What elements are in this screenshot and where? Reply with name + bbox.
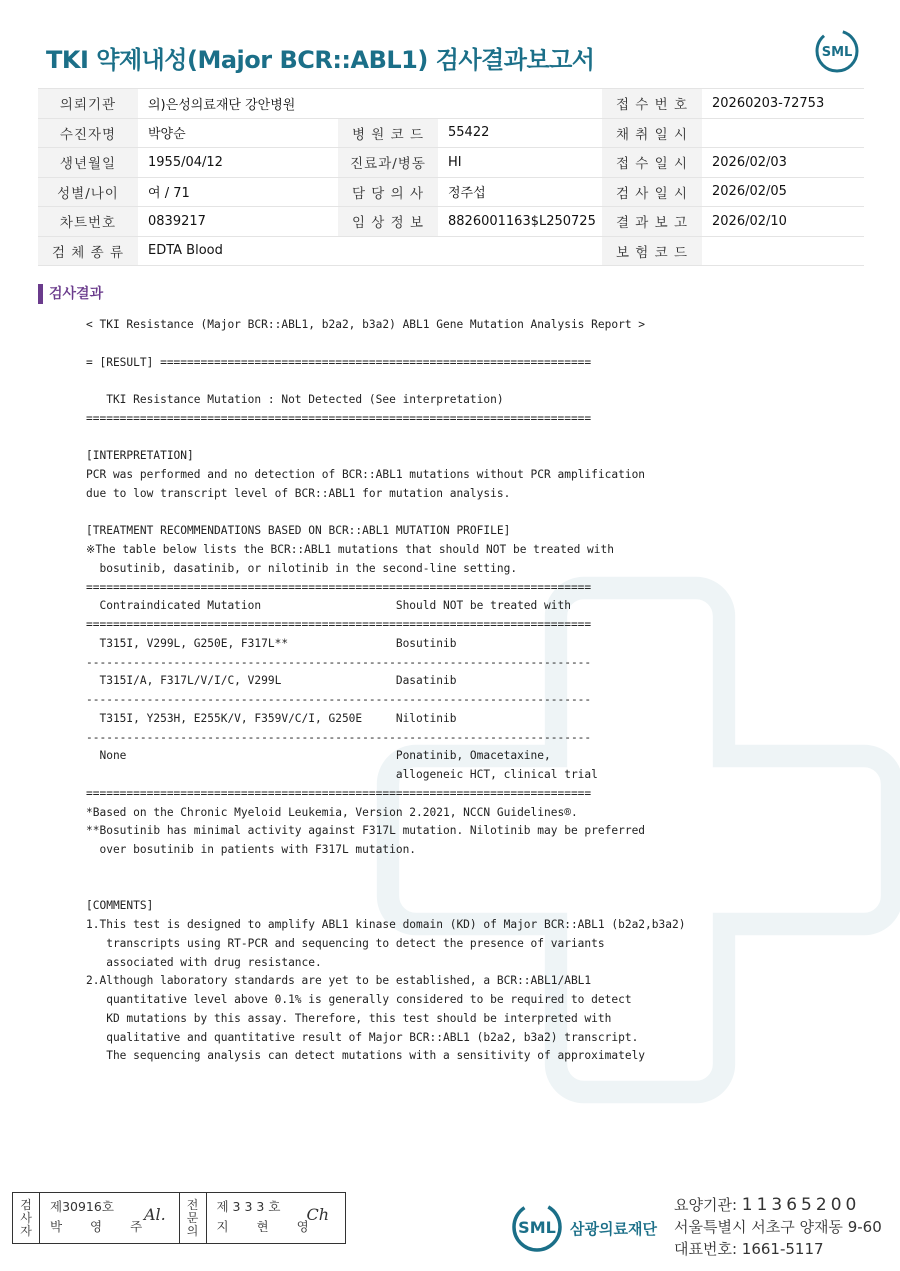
phone-number: 1661-5117: [741, 1240, 824, 1258]
info-value: 8826001163$L250725: [438, 207, 602, 237]
care-code-label: 요양기관:: [674, 1196, 738, 1214]
info-label: 생년월일: [38, 148, 138, 178]
sml-logo-text: SML: [821, 45, 853, 60]
info-label: 병 원 코 드: [338, 118, 438, 148]
info-row: [38, 236, 864, 266]
footer-logo-text: SML: [518, 1218, 556, 1237]
info-value: 박양순: [138, 118, 338, 148]
info-value: [438, 236, 602, 266]
examiner-license: 제30916호: [50, 1199, 114, 1214]
info-value: 20260203-72753: [702, 89, 864, 119]
examiner-name: 박 영 주: [50, 1219, 155, 1234]
info-value: 2026/02/03: [702, 148, 864, 178]
info-value: 정주섭: [438, 177, 602, 207]
report-title: TKI 약제내성(Major BCR::ABL1) 검사결과보고서: [46, 46, 595, 74]
examiner-signature: Al.: [144, 1205, 166, 1224]
report-body: < TKI Resistance (Major BCR::ABL1, b2a2, b3a2) ABL1 Gene Mutation Analysis Report > = [RESULT] ================================================================ TKI Resistance Mutation : Not Detected (See interpretation) =========================================================================== [INTERPRETATION] PCR was performed and no detection of BCR::ABL1 mutations without PCR amplification due to low transcript level of BCR::ABL1 for mutation analysis. [TREATMENT RECOMMENDATIONS BASED ON BCR::ABL1 MUTATION PROFILE] ※The table below lists the BCR::ABL1 mutations that should NOT be treated with bosutinib, dasatinib, or nilotinib in the second-line setting. =========================================================================== Contraindicated Mutation Should NOT be treated with =========================================================================== T315I, V299L, G250E, F317L** Bosutinib --------------------------------------------------------------------------- T315I/A, F317L/V/I/C, V299L Dasatinib --------------------------------------------------------------------------- T315I, Y253H, E255K/V, F359V/C/I, G250E Nilotinib --------------------------------------------------------------------------- None Ponatinib, Omacetaxine, allogeneic HCT, clinical trial =========================================================================== *Based on the Chronic Myeloid Leukemia, Version 2.2021, NCCN Guidelines®. **Bosutinib has minimal activity against F317L mutation. Nilotinib may be preferred over bosutinib in patients with F317L mutation. [COMMENTS] 1.This test is designed to amplify ABL1 kinase domain (KD) of Major BCR::ABL1 (b2a2,b3a2) transcripts using RT-PCR and sequencing to detect the presence of variants associated with drug resistance. 2.Although laboratory standards are yet to be established, a BCR::ABL1/ABL1 quantitative level above 0.1% is generally considered to be required to detect KD mutations by this assay. Therefore, this test should be interpreted with qualitative and quantitative result of Major BCR::ABL1 (b2a2, b3a2) transcript. The sequencing analysis can detect mutations with a sensitivity of approximately: [86, 318, 686, 1063]
info-value: [702, 118, 864, 148]
specialist-signature: Ch: [306, 1205, 330, 1224]
info-value: 55422: [438, 118, 602, 148]
info-row: [38, 207, 864, 237]
section-title: 검사결과: [38, 284, 103, 304]
info-label: 결 과 보 고: [602, 207, 702, 237]
info-value: EDTA Blood: [138, 236, 338, 266]
info-label: 수진자명: [38, 118, 138, 148]
info-label: 접 수 번 호: [602, 89, 702, 119]
phone-label: 대표번호:: [674, 1240, 738, 1258]
org-address: 서울특별시 서초구 양재동 9-60: [674, 1218, 882, 1236]
specialist-license: 제 3 3 3 호: [216, 1199, 281, 1214]
info-label: 보 험 코 드: [602, 236, 702, 266]
info-label: 채 취 일 시: [602, 118, 702, 148]
info-value: 0839217: [138, 207, 338, 237]
footer: [0, 1186, 900, 1266]
info-label: 진료과/병동: [338, 148, 438, 178]
sml-logo-icon: [814, 28, 860, 74]
info-row: [38, 148, 864, 178]
specialist-label: 전 문 의: [180, 1193, 207, 1243]
signature-box: [12, 1192, 346, 1244]
care-code: 11365200: [741, 1195, 861, 1215]
patient-info-table: [38, 88, 864, 266]
info-value: 2026/02/10: [702, 207, 864, 237]
info-label: 의뢰기관: [38, 89, 138, 119]
org-contact: [674, 1194, 882, 1260]
org-name: 삼광의료재단: [570, 1220, 657, 1238]
info-value: [438, 89, 602, 119]
info-value: HI: [438, 148, 602, 178]
info-label: 담 당 의 사: [338, 177, 438, 207]
specialist-name: 지 현 영: [216, 1219, 321, 1234]
examiner-label: 검 사 자: [13, 1193, 40, 1243]
info-row: [38, 177, 864, 207]
report-header: [46, 40, 860, 80]
sml-footer-logo-icon: [510, 1200, 564, 1254]
info-label: 검 체 종 류: [38, 236, 138, 266]
info-row: [38, 89, 864, 119]
info-value: 2026/02/05: [702, 177, 864, 207]
info-label: 성별/나이: [38, 177, 138, 207]
info-value: [702, 236, 864, 266]
info-row: [38, 118, 864, 148]
info-label: 검 사 일 시: [602, 177, 702, 207]
info-value: 의)은성의료재단 강안병원: [138, 89, 338, 119]
info-label: 접 수 일 시: [602, 148, 702, 178]
info-label: 임 상 정 보: [338, 207, 438, 237]
info-label: 차트번호: [38, 207, 138, 237]
info-label: [338, 236, 438, 266]
info-value: 1955/04/12: [138, 148, 338, 178]
info-label: [338, 89, 438, 119]
info-value: 여 / 71: [138, 177, 338, 207]
